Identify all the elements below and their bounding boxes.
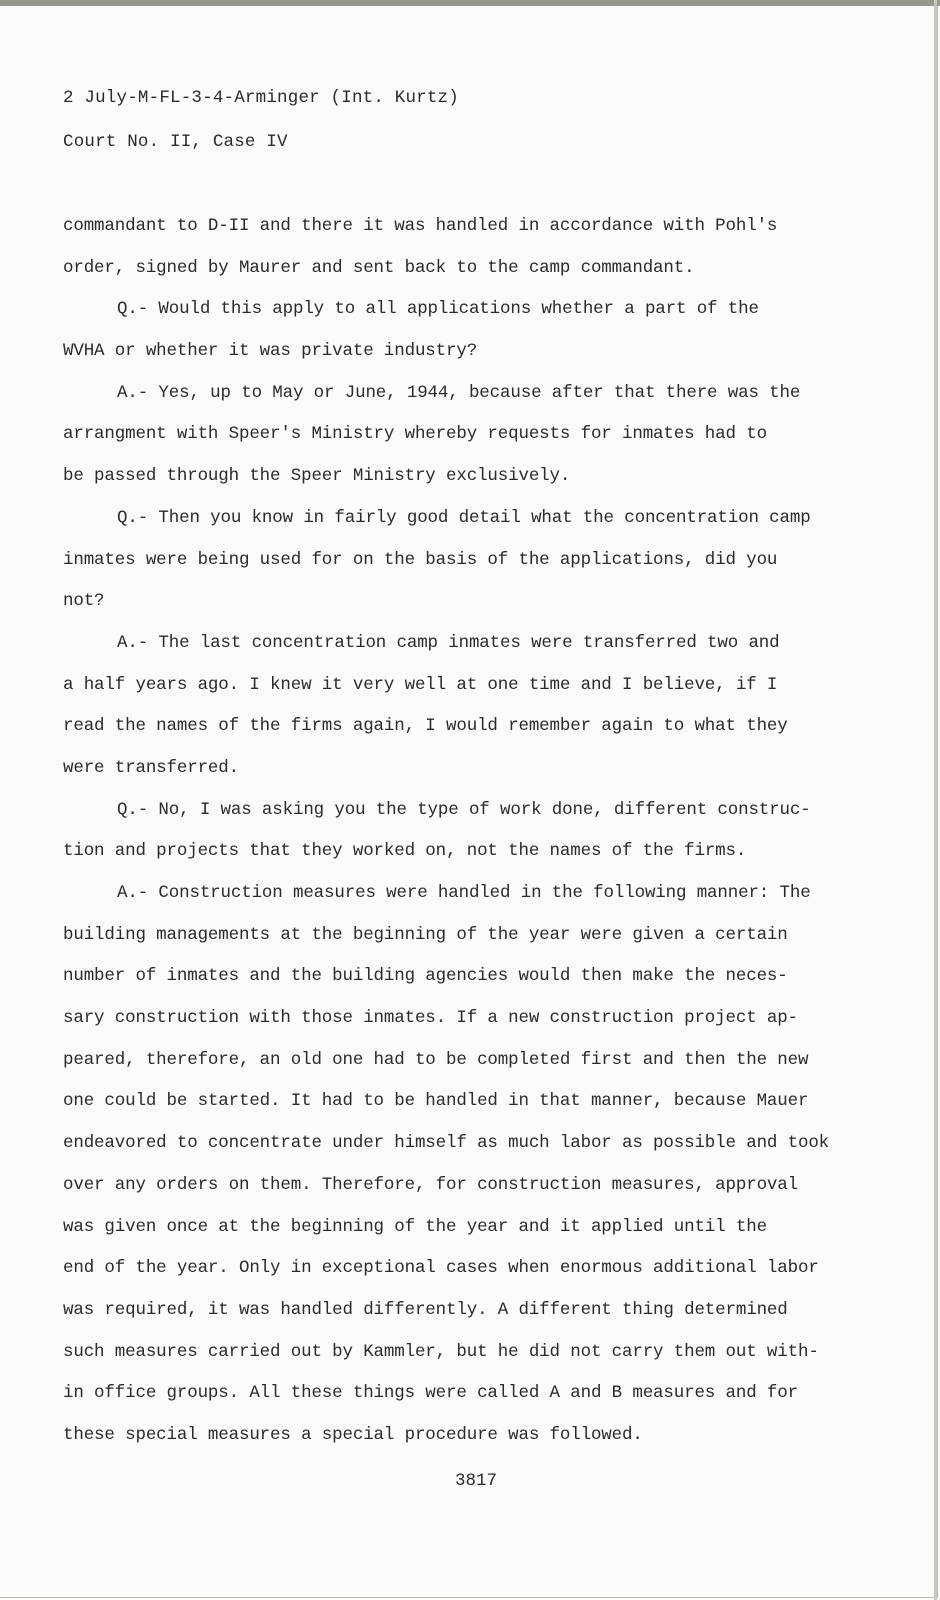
text-line: was given once at the beginning of the year and it applied until the — [63, 1216, 767, 1237]
answer-line: A.- The last concentration camp inmates were transferred two and — [117, 632, 780, 653]
text-line: read the names of the firms again, I would remember again to what they — [63, 716, 788, 737]
text-line: end of the year. Only in exceptional cases when enormous additional labor — [63, 1258, 819, 1279]
answer-line: A.- Construction measures were handled in the following manner: The — [117, 883, 811, 903]
text-line: these special measures a special procedure was followed. — [63, 1424, 643, 1445]
text-line: such measures carried out by Kammler, but he did not carry them out with- — [63, 1341, 819, 1362]
question-line: Q.- Then you know in fairly good detail what the concentration camp — [117, 507, 811, 528]
text-line: commandant to D-II and there it was handled in accordance with Pohl's — [63, 216, 778, 236]
text-line: WVHA or whether it was private industry? — [63, 341, 478, 362]
question-line: Q.- No, I was asking you the type of work done, different construc- — [117, 799, 811, 820]
text-line: order, signed by Maurer and sent back to the camp commandant. — [63, 257, 695, 278]
text-line: one could be started. It had to be handled in that manner, because Mauer — [63, 1091, 809, 1112]
text-line: inmates were being used for on the basis of the applications, did you — [63, 549, 778, 570]
text-line: tion and projects that they worked on, not the names of the firms. — [63, 841, 747, 862]
page-right-edge — [934, 0, 937, 1600]
text-line: over any orders on them. Therefore, for construction measures, approval — [63, 1174, 798, 1195]
transcript-header-court: Court No. II, Case IV — [63, 132, 288, 152]
text-line: not? — [63, 591, 105, 612]
text-line: a half years ago. I knew it very well at one time and I believe, if I — [63, 674, 778, 695]
text-line: building managements at the beginning of the year were given a certain — [63, 924, 788, 945]
text-line: arrangment with Speer's Ministry whereby requests for inmates had to — [63, 424, 767, 445]
text-line: peared, therefore, an old one had to be completed first and then the new — [63, 1049, 809, 1070]
transcript-header-session: 2 July-M-FL-3-4-Arminger (Int. Kurtz) — [63, 88, 459, 108]
text-line: endeavored to concentrate under himself as much labor as possible and took — [63, 1133, 830, 1154]
text-line: were transferred. — [63, 757, 239, 778]
text-line: number of inmates and the building agencies would then make the neces- — [63, 966, 788, 987]
text-line: was required, it was handled differently. A different thing determined — [63, 1299, 788, 1320]
page-number: 3817 — [454, 1471, 497, 1491]
text-line: in office groups. All these things were called A and B measures and for — [63, 1383, 798, 1404]
answer-line: A.- Yes, up to May or June, 1944, because after that there was the — [117, 382, 801, 403]
text-line: be passed through the Speer Ministry exclusively. — [63, 466, 571, 487]
page-top-edge — [0, 0, 940, 6]
text-line: sary construction with those inmates. If a new construction project ap- — [63, 1008, 798, 1029]
question-line: Q.- Would this apply to all applications whether a part of the — [117, 299, 759, 320]
transcript-body — [63, 206, 853, 1457]
